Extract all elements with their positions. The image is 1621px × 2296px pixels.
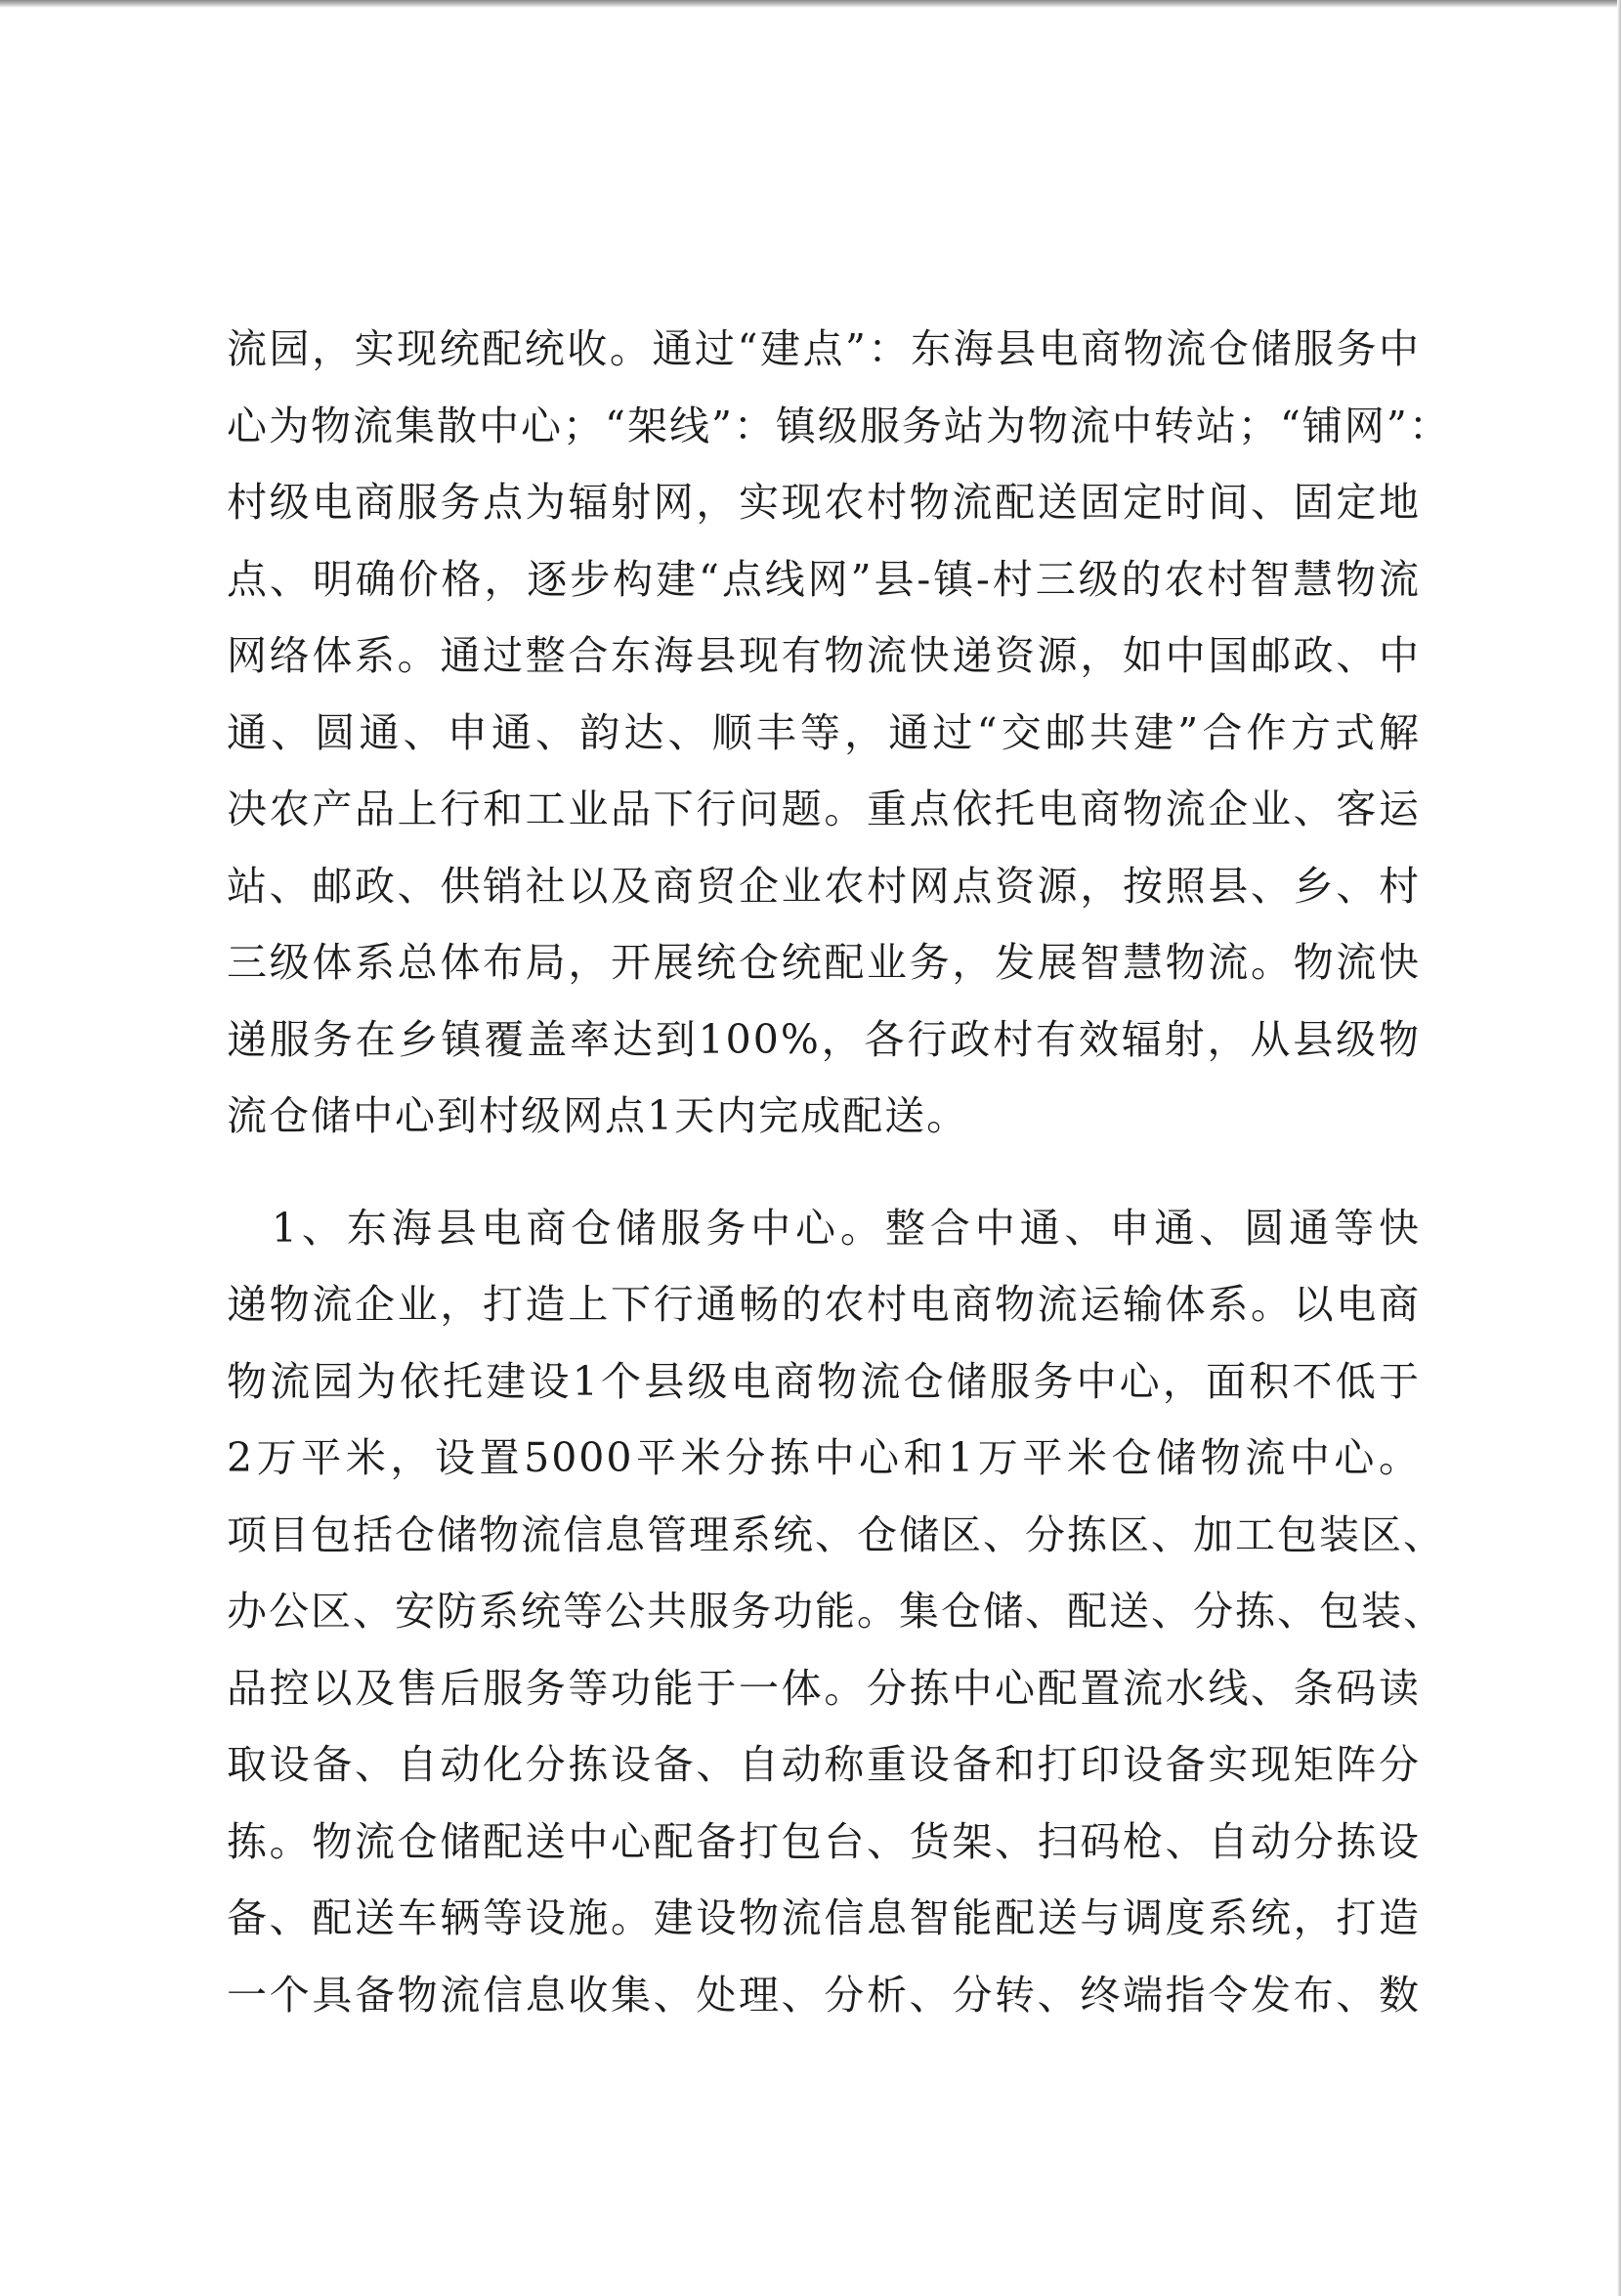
text-line: 网络体系。通过整合东海县现有物流快递资源，如中国邮政、中 [227, 632, 1421, 679]
scan-edge-top [0, 0, 1621, 8]
scan-edge-right [1617, 0, 1621, 2296]
text-line: 递物流企业，打造上下行通畅的农村电商物流运输体系。以电商 [227, 1281, 1421, 1328]
text-line: 村级电商服务点为辐射网，实现农村物流配送固定时间、固定地 [227, 479, 1421, 526]
text-line: 一个具备物流信息收集、处理、分析、分转、终端指令发布、数 [227, 1971, 1421, 2019]
text-line: 办公区、安防系统等公共服务功能。集仓储、配送、分拣、包装、 [227, 1588, 1445, 1635]
text-line: 品控以及售后服务等功能于一体。分拣中心配置流水线、条码读 [227, 1664, 1421, 1712]
paragraph-spacer [227, 1155, 1421, 1190]
text-line: 流仓储中心到村级网点1天内完成配送。 [227, 1092, 969, 1139]
text-line: 点、明确价格，逐步构建“点线网”县-镇-村三级的农村智慧物流 [227, 555, 1421, 603]
text-line: 通、圆通、申通、韵达、顺丰等，通过“交邮共建”合作方式解 [227, 708, 1421, 756]
text-line: 1、东海县电商仓储服务中心。整合中通、申通、圆通等快 [227, 1204, 1421, 1252]
text-line: 心为物流集散中心；“架线”：镇级服务站为物流中转站；“铺网”： [227, 402, 1451, 449]
document-body [227, 311, 1451, 2033]
text-line: 流园，实现统配统收。通过“建点”：东海县电商物流仓储服务中 [227, 325, 1421, 372]
text-line: 物流园为依托建设1个县级电商物流仓储服务中心，面积不低于 [227, 1357, 1421, 1405]
text-line: 递服务在乡镇覆盖率达到100%，各行政村有效辐射，从县级物 [227, 1015, 1421, 1063]
text-line: 三级体系总体布局，开展统仓统配业务，发展智慧物流。物流快 [227, 939, 1421, 986]
text-line: 取设备、自动化分拣设备、自动称重设备和打印设备实现矩阵分 [227, 1741, 1421, 1788]
paragraph-logistics-network [227, 311, 1451, 1155]
paragraph-warehouse-center [227, 1190, 1445, 2034]
text-line: 项目包括仓储物流信息管理系统、仓储区、分拣区、加工包装区、 [227, 1510, 1445, 1558]
text-line: 备、配送车辆等设施。建设物流信息智能配送与调度系统，打造 [227, 1894, 1421, 1941]
text-line: 站、邮政、供销社以及商贸企业农村网点资源，按照县、乡、村 [227, 862, 1421, 910]
text-line: 拣。物流仓储配送中心配备打包台、货架、扫码枪、自动分拣设 [227, 1817, 1421, 1865]
text-line: 决农产品上行和工业品下行问题。重点依托电商物流企业、客运 [227, 786, 1421, 832]
text-line: 2万平米，设置5000平米分拣中心和1万平米仓储物流中心。 [227, 1434, 1421, 1481]
